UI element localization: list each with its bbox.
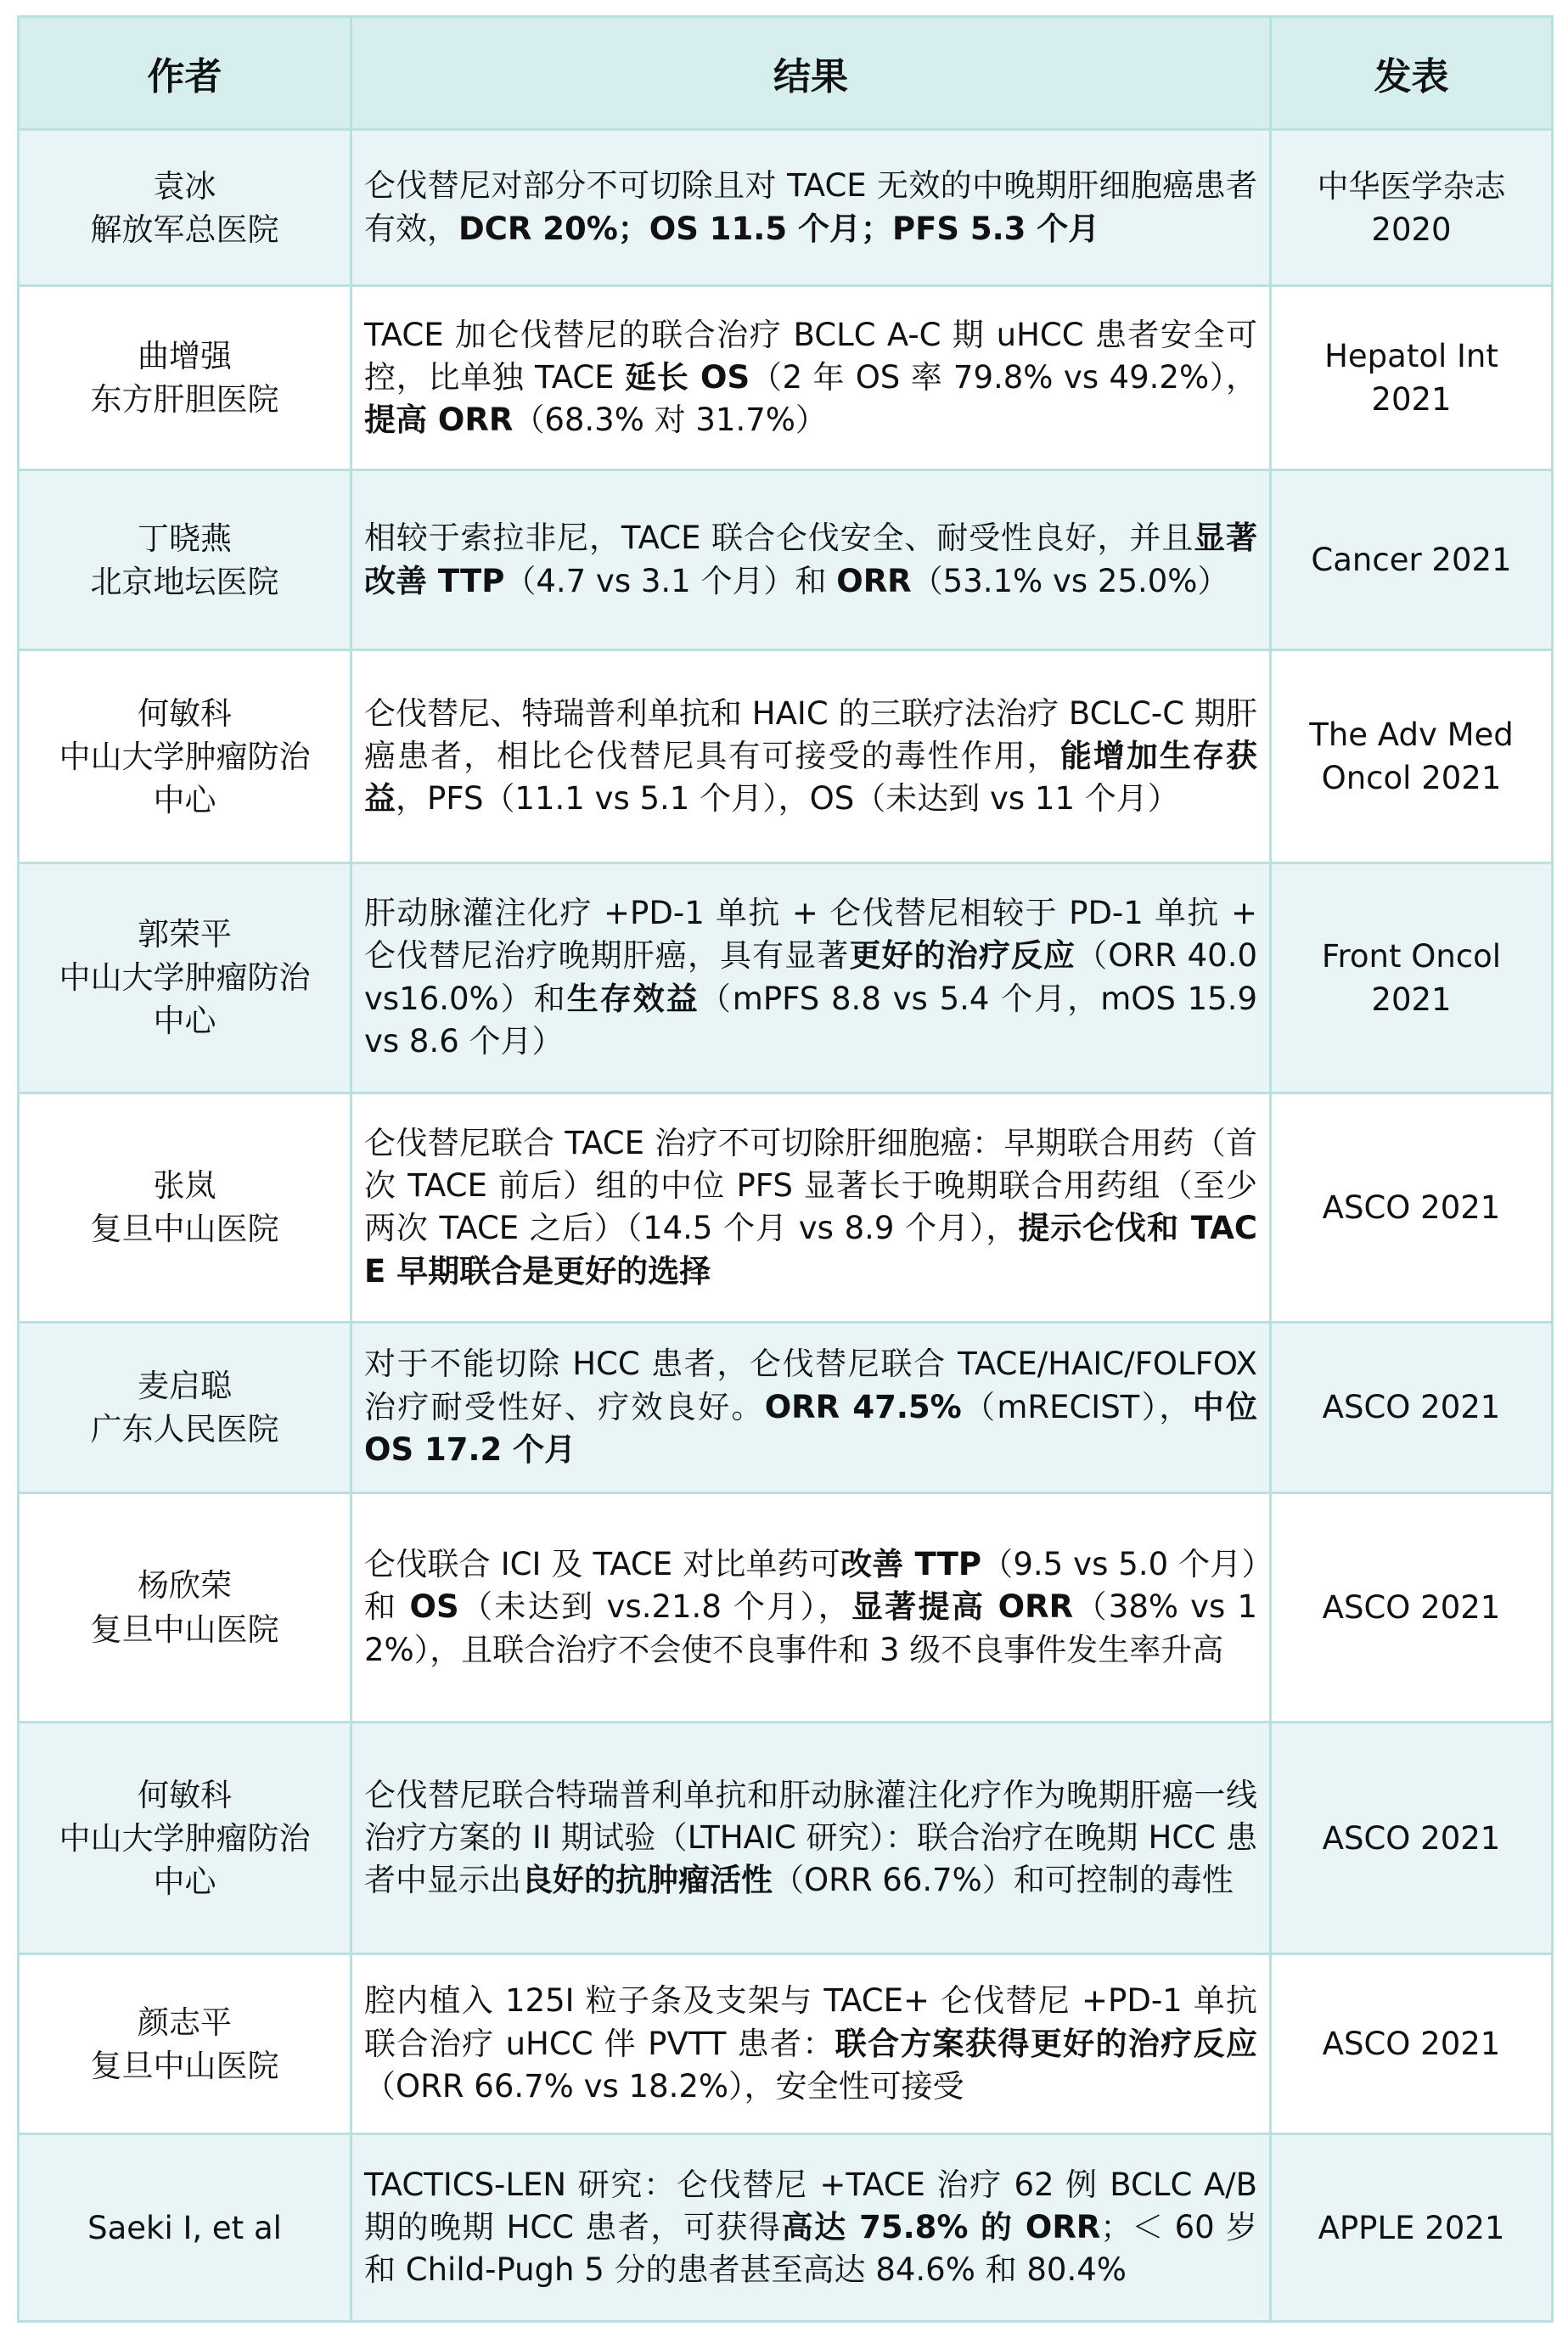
publication-cell bbox=[1271, 2134, 1553, 2322]
author-line: 颜志平 bbox=[138, 2004, 232, 2041]
publication-line: Front Oncol bbox=[1321, 937, 1502, 975]
table-row bbox=[19, 1953, 1553, 2133]
result-highlight: ORR bbox=[836, 562, 912, 599]
result-cell bbox=[351, 650, 1271, 863]
result-highlight: ORR 47.5% bbox=[764, 1388, 962, 1425]
result-text: 相较于索拉非尼，TACE 联合仑伐安全、耐受性良好，并且 bbox=[364, 520, 1194, 557]
author-line: 复旦中山医院 bbox=[90, 1610, 279, 1648]
author-line: 复旦中山医院 bbox=[90, 1211, 279, 1248]
publication-line: 2021 bbox=[1371, 381, 1452, 419]
author-cell bbox=[19, 1723, 351, 1954]
author-cell bbox=[19, 650, 351, 863]
author-cell bbox=[19, 1492, 351, 1723]
author-cell bbox=[19, 286, 351, 470]
author-cell bbox=[19, 1323, 351, 1492]
result-text: ；＜ 60 岁和 Child-Pugh 5 分的患者甚至高达 84.6% 和 80.4% bbox=[364, 2209, 1257, 2289]
author-line: 北京地坛医院 bbox=[90, 563, 279, 600]
author-line: 中心 bbox=[153, 781, 216, 818]
publication-line: 2021 bbox=[1371, 981, 1452, 1018]
table-row bbox=[19, 863, 1553, 1093]
result-highlight: 提高 ORR bbox=[364, 402, 514, 439]
result-text: 仑伐替尼、特瑞普利单抗和 HAIC 的三联疗法治疗 BCLC-C 期肝癌患者，相比仑伐替尼具有可接受的毒性作用， bbox=[364, 694, 1257, 775]
result-cell bbox=[351, 1723, 1271, 1954]
header-author: 作者 bbox=[19, 17, 351, 130]
result-highlight: 提示仑伐和 TACE 早期联合是更好的选择 bbox=[364, 1210, 1257, 1290]
result-cell bbox=[351, 130, 1271, 286]
author-line: 何敏科 bbox=[138, 1776, 232, 1813]
result-text: （4.7 vs 3.1 个月）和 bbox=[504, 562, 837, 599]
table-row bbox=[19, 1492, 1553, 1723]
header-result: 结果 bbox=[351, 17, 1271, 130]
author-line: 杨欣荣 bbox=[138, 1567, 232, 1605]
publication-cell bbox=[1271, 1323, 1553, 1492]
publication-cell bbox=[1271, 1723, 1553, 1954]
result-cell bbox=[351, 2134, 1271, 2322]
author-line: 张岚 bbox=[153, 1167, 216, 1205]
publication-line: Hepatol Int bbox=[1324, 338, 1498, 375]
publication-line: 2020 bbox=[1371, 211, 1452, 248]
publication-line: APPLE 2021 bbox=[1318, 2209, 1505, 2246]
result-highlight: 显著提高 ORR bbox=[851, 1588, 1074, 1626]
result-cell bbox=[351, 863, 1271, 1093]
result-text: 仑伐联合 ICI 及 TACE 对比单药可 bbox=[364, 1546, 841, 1583]
result-text: （mRECIST）， bbox=[961, 1388, 1193, 1425]
result-highlight: 生存效益 bbox=[566, 980, 700, 1017]
result-highlight: 联合方案获得更好的治疗反应 bbox=[835, 2025, 1257, 2062]
result-text: 腔内植入 125I 粒子条及支架与 TACE+ 仑伐替尼 +PD-1 单抗联合治疗 uHCC 伴 PVTT 患者： bbox=[364, 1982, 1257, 2062]
result-text: 对于不能切除 HCC 患者，仑伐替尼联合 TACE/HAIC/FOLFOX 治疗耐受性好、疗效良好。 bbox=[364, 1346, 1257, 1425]
publication-line: Oncol 2021 bbox=[1321, 760, 1502, 797]
publication-cell bbox=[1271, 1492, 1553, 1723]
author-cell bbox=[19, 469, 351, 649]
result-text: （68.3% 对 31.7%） bbox=[513, 402, 827, 439]
publication-cell bbox=[1271, 469, 1553, 649]
author-line: 中山大学肿瘤防治 bbox=[59, 1819, 311, 1857]
result-cell bbox=[351, 286, 1271, 470]
publication-cell bbox=[1271, 286, 1553, 470]
author-line: 何敏科 bbox=[138, 694, 232, 732]
author-line: 曲增强 bbox=[138, 338, 232, 375]
table-row bbox=[19, 650, 1553, 863]
table-row bbox=[19, 130, 1553, 286]
table-header-row bbox=[19, 17, 1553, 130]
publication-line: 中华医学杂志 bbox=[1317, 167, 1506, 205]
result-cell bbox=[351, 1492, 1271, 1723]
author-line: 中山大学肿瘤防治 bbox=[59, 738, 311, 775]
result-text: TACTICS-LEN 研究：仑伐替尼 +TACE 治疗 62 例 BCLC A/B 期的晚期 HCC 患者，可获得 bbox=[364, 2166, 1257, 2246]
table-row bbox=[19, 469, 1553, 649]
author-line: 中心 bbox=[153, 1863, 216, 1900]
result-highlight: 延长 OS bbox=[625, 359, 750, 396]
publication-cell bbox=[1271, 1953, 1553, 2133]
table-row bbox=[19, 1323, 1553, 1492]
author-line: 广东人民医院 bbox=[90, 1410, 279, 1447]
publication-line: ASCO 2021 bbox=[1322, 1819, 1501, 1857]
author-line: 解放军总医院 bbox=[90, 211, 279, 248]
result-text: 仑伐替尼对部分不可切除且对 TACE 无效的中晚期肝细胞癌患者有效， bbox=[364, 167, 1257, 247]
author-line: 丁晓燕 bbox=[138, 520, 232, 557]
result-text: （mPFS 8.8 vs 5.4 个月，mOS 15.9 vs 8.6 个月） bbox=[364, 980, 1257, 1060]
publication-cell bbox=[1271, 650, 1553, 863]
publication-cell bbox=[1271, 863, 1553, 1093]
author-line: 麦启聪 bbox=[138, 1367, 232, 1404]
result-text: TACE 加仑伐替尼的联合治疗 BCLC A-C 期 uHCC 患者安全可控，比单独 TACE bbox=[364, 316, 1257, 396]
result-highlight: 中位 OS 17.2 个月 bbox=[364, 1388, 1258, 1469]
result-cell bbox=[351, 469, 1271, 649]
result-highlight: 能增加生存获益 bbox=[364, 738, 1258, 818]
result-cell bbox=[351, 1323, 1271, 1492]
author-line: 中心 bbox=[153, 1003, 216, 1040]
header-publication: 发表 bbox=[1271, 17, 1553, 130]
result-highlight: 显著改善 TTP bbox=[364, 520, 1257, 599]
author-line: 复旦中山医院 bbox=[90, 2047, 279, 2084]
publication-line: ASCO 2021 bbox=[1322, 2026, 1501, 2063]
result-text: （9.5 vs 5.0 个月）和 bbox=[364, 1546, 1257, 1626]
table-body bbox=[19, 130, 1553, 2322]
result-cell bbox=[351, 1953, 1271, 2133]
result-text: 仑伐替尼联合 TACE 治疗不可切除肝细胞癌：早期联合用药（首次 TACE 前后）组的中位 PFS 显著长于晚期联合用药组（至少两次 TACE 之后）（14.5 个月 vs 8.9 个月）， bbox=[364, 1124, 1257, 1247]
result-highlight: 更好的治疗反应 bbox=[849, 937, 1076, 975]
publication-line: ASCO 2021 bbox=[1322, 1389, 1501, 1426]
result-highlight: 高达 75.8% 的 ORR bbox=[781, 2209, 1101, 2246]
table-row bbox=[19, 2134, 1553, 2322]
result-text: ，PFS（11.1 vs 5.1 个月），OS（未达到 vs 11 个月） bbox=[396, 780, 1179, 818]
author-cell bbox=[19, 130, 351, 286]
author-line: 郭荣平 bbox=[138, 916, 232, 953]
table-row bbox=[19, 1723, 1553, 1954]
publication-line: The Adv Med bbox=[1309, 717, 1514, 754]
result-text: 仑伐替尼联合特瑞普利单抗和肝动脉灌注化疗作为晚期肝癌一线治疗方案的 II 期试验（LTHAIC 研究）：联合治疗在晚期 HCC 患者中显示出 bbox=[364, 1776, 1257, 1899]
author-line: 中山大学肿瘤防治 bbox=[59, 959, 311, 997]
result-text: （38% vs 12%），且联合治疗不会使不良事件和 3 级不良事件发生率升高 bbox=[364, 1588, 1258, 1668]
result-text: 肝动脉灌注化疗 +PD-1 单抗 + 仑伐替尼相较于 PD-1 单抗 + 仑伐替尼治疗晚期肝癌，具有显著 bbox=[364, 895, 1257, 975]
publication-line: Cancer 2021 bbox=[1311, 542, 1512, 579]
result-highlight: 改善 TTP bbox=[840, 1546, 981, 1583]
result-text: （未达到 vs.21.8 个月）， bbox=[458, 1588, 851, 1626]
result-text: （ORR 66.7% vs 18.2%），安全性可接受 bbox=[364, 2067, 964, 2105]
results-table bbox=[17, 15, 1554, 2323]
result-highlight: OS bbox=[409, 1588, 459, 1626]
result-text: （2 年 OS 率 79.8% vs 49.2%）， bbox=[750, 359, 1257, 396]
result-highlight: 良好的抗肿瘤活性 bbox=[521, 1862, 773, 1899]
result-highlight: DCR 20%；OS 11.5 个月；PFS 5.3 个月 bbox=[458, 210, 1100, 247]
author-cell bbox=[19, 863, 351, 1093]
publication-cell bbox=[1271, 130, 1553, 286]
author-cell bbox=[19, 1093, 351, 1323]
table-row bbox=[19, 286, 1553, 470]
result-cell bbox=[351, 1093, 1271, 1323]
result-text: （53.1% vs 25.0%） bbox=[911, 562, 1229, 599]
author-cell bbox=[19, 1953, 351, 2133]
author-line: Saeki I, et al bbox=[87, 2209, 282, 2246]
publication-line: ASCO 2021 bbox=[1322, 1588, 1501, 1626]
result-text: （ORR 40.0 vs16.0%）和 bbox=[364, 937, 1258, 1017]
result-text: （ORR 66.7%）和可控制的毒性 bbox=[773, 1862, 1234, 1899]
author-cell bbox=[19, 2134, 351, 2322]
table-row bbox=[19, 1093, 1553, 1323]
author-line: 袁冰 bbox=[153, 167, 216, 205]
publication-cell bbox=[1271, 1093, 1553, 1323]
publication-line: ASCO 2021 bbox=[1322, 1189, 1501, 1226]
author-line: 东方肝胆医院 bbox=[90, 381, 279, 419]
